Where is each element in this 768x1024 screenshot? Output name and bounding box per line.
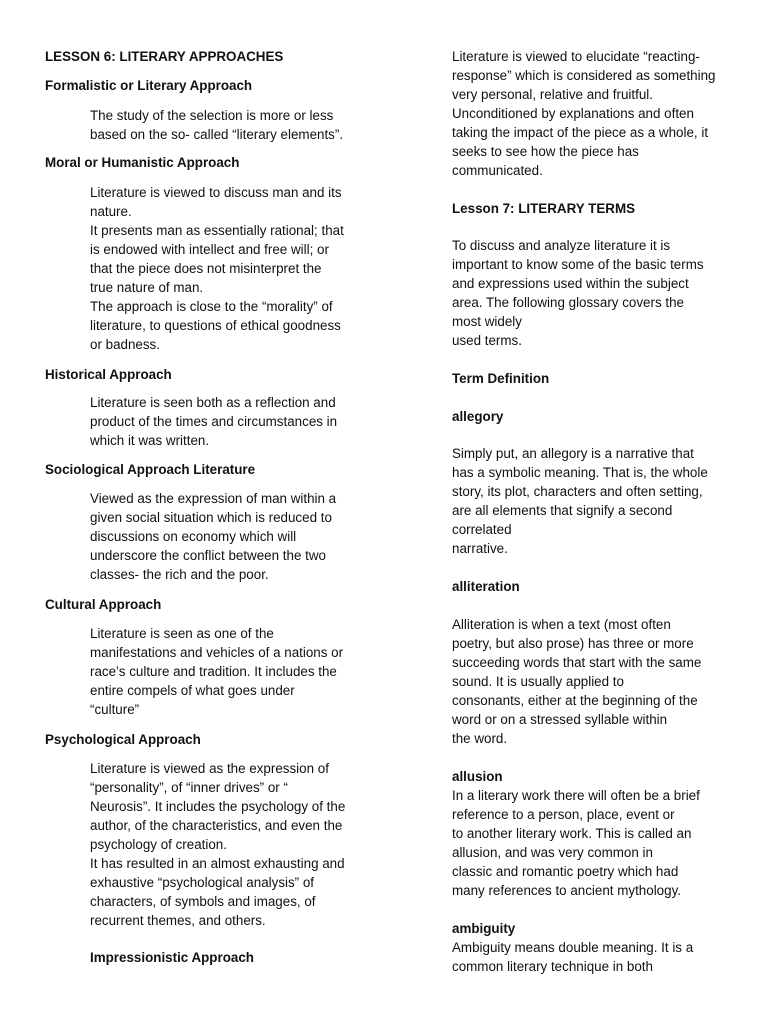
text-line: Viewed as the expression of man within a	[90, 491, 337, 506]
text-line: Neurosis”. It includes the psychology of the	[90, 799, 346, 814]
lesson6-title: LESSON 6: LITERARY APPROACHES	[45, 49, 284, 64]
definition-allusion	[452, 786, 700, 900]
section-body-formalistic	[90, 106, 360, 144]
text-line: the word.	[452, 731, 508, 746]
text-line: has a symbolic meaning. That is, the whole	[452, 465, 708, 480]
text-line: reference to a person, place, event or	[452, 807, 675, 822]
text-line: author, of the characteristics, and even the	[90, 818, 343, 833]
text-line: “personality”, of “inner drives” or “	[90, 780, 288, 795]
text-line: literature, to questions of ethical goodness	[90, 318, 341, 333]
text-line: Ambiguity means double meaning. It is a	[452, 940, 694, 955]
text-line: sound. It is usually applied to	[452, 674, 624, 689]
text-line: Alliteration is when a text (most often	[452, 617, 671, 632]
text-line: used terms.	[452, 333, 522, 348]
text-line: manifestations and vehicles of a nations or	[90, 645, 344, 660]
text-line: It presents man as essentially rational; that	[90, 223, 344, 238]
term-alliteration: alliteration	[452, 579, 520, 594]
text-line: Unconditioned by explanations and often	[452, 106, 694, 121]
text-line: communicated.	[452, 163, 543, 178]
section-heading-psychological: Psychological Approach	[45, 732, 201, 747]
definition-allegory	[452, 444, 708, 558]
text-line: and expressions used within the subject	[452, 276, 689, 291]
text-line: Literature is viewed to elucidate “reacting-	[452, 49, 700, 64]
text-line: given social situation which is reduced to	[90, 510, 332, 525]
text-line: many references to ancient mythology.	[452, 883, 681, 898]
text-line: narrative.	[452, 541, 508, 556]
impressionistic-body	[452, 47, 715, 180]
text-line: seeks to see how the piece has	[452, 144, 639, 159]
section-heading-sociological: Sociological Approach Literature	[45, 462, 256, 477]
text-line: story, its plot, characters and often setting,	[452, 484, 703, 499]
text-line: most widely	[452, 314, 522, 329]
text-line: It has resulted in an almost exhausting and	[90, 856, 345, 871]
text-line: response” which is considered as something	[452, 68, 716, 83]
text-line: To discuss and analyze literature it is	[452, 238, 671, 253]
text-line: product of the times and circumstances in	[90, 414, 338, 429]
text-line: Literature is viewed as the expression of	[90, 761, 329, 776]
text-line: word or on a stressed syllable within	[452, 712, 668, 727]
text-line: classes- the rich and the poor.	[90, 567, 269, 582]
text-line: correlated	[452, 522, 512, 537]
text-line: entire compels of what goes under	[90, 683, 295, 698]
term-allusion: allusion	[452, 769, 503, 784]
text-line: important to know some of the basic terms	[452, 257, 704, 272]
text-line: The approach is close to the “morality” of	[90, 299, 333, 314]
text-line: characters, of symbols and images, of	[90, 894, 316, 909]
section-body-psychological	[90, 759, 360, 930]
text-line: common literary technique in both	[452, 959, 653, 974]
section-body-moral	[90, 183, 360, 354]
text-line: nature.	[90, 204, 132, 219]
definition-ambiguity	[452, 938, 693, 976]
text-line: which it was written.	[90, 433, 210, 448]
text-line: consonants, either at the beginning of the	[452, 693, 698, 708]
text-line: taking the impact of the piece as a whole, it	[452, 125, 709, 140]
text-line: are all elements that signify a second	[452, 503, 673, 518]
text-line: very personal, relative and fruitful.	[452, 87, 653, 102]
text-line: area. The following glossary covers the	[452, 295, 684, 310]
section-body-sociological	[90, 489, 360, 584]
text-line: psychology of creation.	[90, 837, 227, 852]
text-line: succeeding words that start with the same	[452, 655, 702, 670]
text-line: Literature is seen both as a reflection and	[90, 395, 336, 410]
text-line: underscore the conflict between the two	[90, 548, 326, 563]
text-line: The study of the selection is more or less	[90, 108, 334, 123]
text-line: In a literary work there will often be a brief	[452, 788, 700, 803]
term-allegory: allegory	[452, 409, 504, 424]
text-line: or badness.	[90, 337, 160, 352]
text-line: Simply put, an allegory is a narrative that	[452, 446, 694, 461]
section-heading-cultural: Cultural Approach	[45, 597, 162, 612]
text-line: Literature is seen as one of the	[90, 626, 274, 641]
text-line: allusion, and was very common in	[452, 845, 653, 860]
text-line: classic and romantic poetry which had	[452, 864, 679, 879]
text-line: Literature is viewed to discuss man and its	[90, 185, 342, 200]
text-line: that the piece does not misinterpret the	[90, 261, 322, 276]
text-line: recurrent themes, and others.	[90, 913, 266, 928]
section-heading-formalistic: Formalistic or Literary Approach	[45, 78, 253, 93]
text-line: poetry, but also prose) has three or more	[452, 636, 694, 651]
lesson7-title: Lesson 7: LITERARY TERMS	[452, 201, 636, 216]
section-body-cultural	[90, 624, 360, 719]
term-ambiguity: ambiguity	[452, 921, 516, 936]
text-line: to another literary work. This is called an	[452, 826, 692, 841]
text-line: true nature of man.	[90, 280, 204, 295]
text-line: based on the so- called “literary elements”.	[90, 127, 344, 142]
section-heading-historical: Historical Approach	[45, 367, 172, 382]
lesson7-intro	[452, 236, 704, 350]
text-line: race’s culture and tradition. It includes the	[90, 664, 337, 679]
text-line: discussions on economy which will	[90, 529, 297, 544]
section-heading-moral: Moral or Humanistic Approach	[45, 155, 240, 170]
text-line: exhaustive “psychological analysis” of	[90, 875, 315, 890]
text-line: “culture”	[90, 702, 140, 717]
definition-alliteration	[452, 615, 701, 748]
section-heading-impressionistic: Impressionistic Approach	[90, 950, 254, 965]
text-line: is endowed with intellect and free will; or	[90, 242, 329, 257]
section-body-historical	[90, 393, 360, 450]
term-definition-heading: Term Definition	[452, 371, 550, 386]
